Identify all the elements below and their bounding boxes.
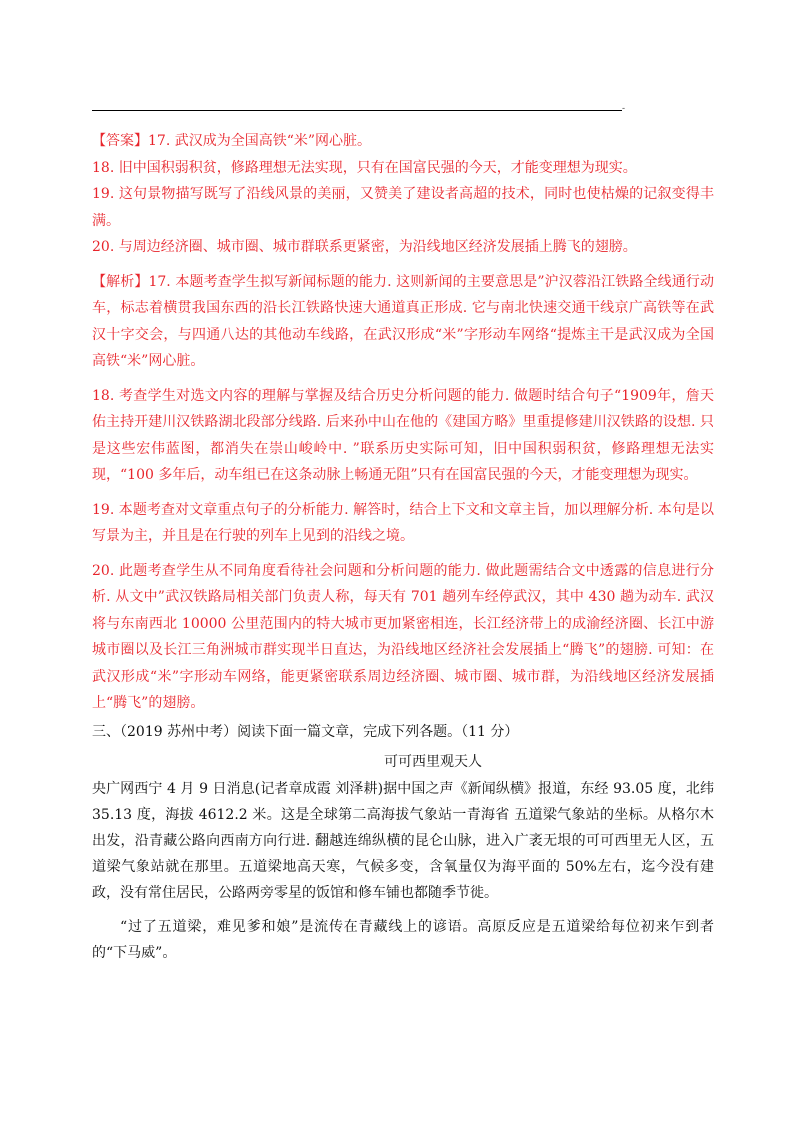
section-heading: 三、（2019 苏州中考）阅读下面一篇文章，完成下列各题。（11 分） bbox=[92, 723, 519, 740]
answer-20: 20. 与周边经济圈、城市圈、城市群联系更紧密，为沿线地区经济发展插上腾飞的翅膀。 bbox=[92, 239, 637, 255]
answer-17: 【答案】17. 武汉成为全国高铁“米”网心脏。 bbox=[92, 133, 372, 149]
page-content bbox=[92, 128, 714, 966]
answer-18: 18. 旧中国积弱积贫，修路理想无法实现，只有在国富民强的今天，才能变理想为现实。 bbox=[92, 159, 637, 176]
answer-line-mark: - bbox=[622, 104, 626, 114]
article-paragraph-1: 央广网西宁 4 月 9 日消息(记者章成霞 刘泽耕)据中国之声《新闻纵横》报道，东经 93.05 度，北纬 35.13 度，海拔 4612.2 米。这是全球第二高海拔气象站一青海省 五道梁气象站的坐标。从格尔木出发，沿青藏公路向西南方向行进. 翻越连绵纵横的昆仑山脉，进入广袤无垠的可可西里无人区，五道梁气象站就在那里。五道梁地高天寒，气候多变，含氧量仅为海平面的 50%左右，迄今没有建政，没有常住居民，公路两旁零星的饭馆和修车铺也都随季节徙。 bbox=[92, 780, 714, 901]
article-paragraph-2: “过了五道梁，难见爹和娘”是流传在青藏线上的谚语。高原反应是五道梁给每位初来乍到者的“下马威”。 bbox=[92, 918, 714, 961]
analysis-19: 19. 本题考查对文章重点句子的分析能力. 解答时，结合上下文和文章主旨，加以理解分析. 本句是以写景为主，并且是在行驶的列车上见到的沿线之境。 bbox=[92, 501, 714, 544]
answer-blank-line bbox=[92, 110, 622, 111]
analysis-20: 20. 此题考查学生从不同角度看待社会问题和分析问题的能力. 做此题需结合文中透露的信息进行分析. 从文中”武汉铁路局相关部门负责人称，每天有 701 趟列车经停武汉，其中 430 趟为动车. 武汉将与东南西北 10000 公里范围内的特大城市更加紧密相连，长江经济带上的成渝经济圈、长江中游城市圈以及长江三角洲城市群实现半日直达，为沿线地区经济社会发展插上“腾飞”的翅膀. 可知：在武汉形成“米”字形动车网络，能更紧密联系周边经济圈、城市圈、城市群，为沿线地区经济发展插上“腾飞”的翅膀。 bbox=[92, 562, 714, 711]
article-title: 可可西里观天人 bbox=[384, 754, 482, 770]
answer-19: 19. 这句景物描写既写了沿线风景的美丽，又赞美了建设者高超的技术，同时也使枯燥的记叙变得丰满。 bbox=[92, 186, 714, 229]
analysis-17: 【解析】17. 本题考查学生拟写新闻标题的能力. 这则新闻的主要意思是”沪汉蓉沿江铁路全线通行动车，标志着横贯我国东西的沿长江铁路快速大通道真正形成. 它与南北快速交通干线京广高铁等在武汉十字交会，与四通八达的其他动车线路，在武汉形成“米”字形动车网络“提炼主干是武汉成为全国高铁“米”网心脏。 bbox=[92, 273, 714, 369]
analysis-18: 18. 考查学生对选文内容的理解与掌握及结合历史分析问题的能力. 做题时结合句子“1909年，詹天佑主持开建川汉铁路湖北段部分线路. 后来孙中山在他的《建国方略》里重提修建川汉铁路的设想. 只是这些宏伟蓝图，都消失在崇山峻岭中. ”联系历史实际可知，旧中国积弱积贫，修路理想无法实现，“100 多年后，动车组已在这条动脉上畅通无阻”只有在国富民强的今天，才能变理想为现实。 bbox=[92, 387, 714, 483]
